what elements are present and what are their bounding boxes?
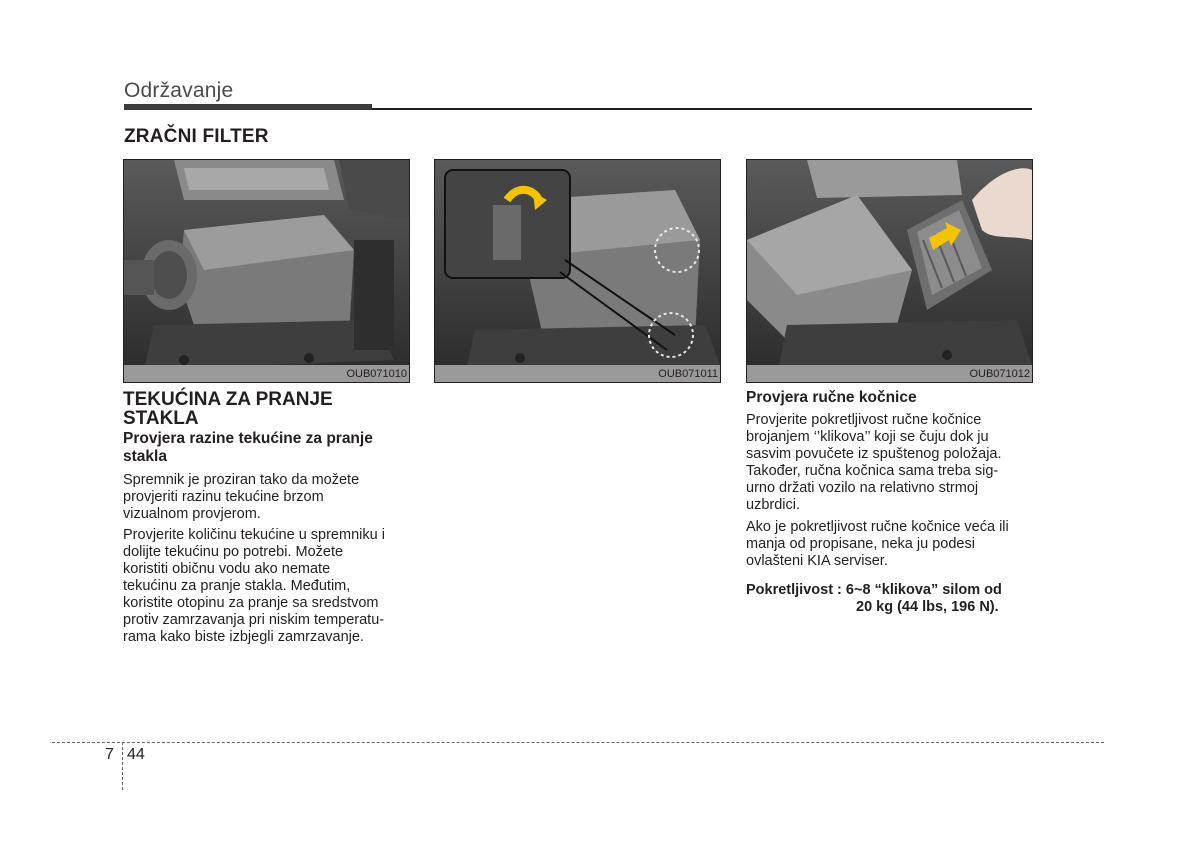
footer-rule (52, 742, 1104, 743)
parking-brake-heading: Provjera ručne kočnice (746, 389, 917, 406)
washer-fluid-subheading: Provjera razine tekućine za pranje stakla (123, 430, 373, 465)
chapter-number: 7 (105, 746, 114, 763)
parking-brake-paragraph-1: Provjerite pokretljivost ručne kočnice brojanjem ‘’klikova’’ koji se čuju dok ju sasvim povučete iz spuštenog položaja. Također, ručna kočnica sama treba sig- urno držati vozilo na relativno strmoj uzbrdici. (746, 412, 1002, 513)
parking-brake-spec-value: 20 kg (44 lbs, 196 N). (856, 599, 999, 615)
figure-air-filter-clips (434, 159, 721, 383)
running-header: Održavanje (124, 79, 234, 102)
figure-caption: OUB071012 (969, 368, 1030, 380)
parking-brake-paragraph-2: Ako je pokretljivost ručne kočnice veća ili manja od propisane, neka ju podesi ovlašteni KIA serviser. (746, 519, 1009, 569)
parking-brake-spec-label: Pokretljivost : 6~8 “klikova” silom od (746, 582, 1002, 598)
washer-fluid-heading: TEKUĆINA ZA PRANJE STAKLA (123, 389, 333, 429)
washer-fluid-paragraph-1: Spremnik je proziran tako da možete provjeriti razinu tekućine brzom vizualnom provjerom. (123, 472, 360, 522)
section-title: ZRAČNI FILTER (124, 126, 269, 147)
air-filter-clips-illustration (435, 160, 720, 382)
figure-caption: OUB071011 (658, 368, 718, 380)
figure-air-filter-removal (746, 159, 1033, 383)
washer-fluid-paragraph-2: Provjerite količinu tekućine u spremniku i dolijte tekućinu po potrebi. Možete koristiti običnu vodu ako nemate tekućinu za pranje stakla. Međutim, koristite otopinu za pranje sa sredstvom protiv zamrzavanja pri niskim temperatu- rama kako biste izbjegli zamrzavanje. (123, 527, 385, 645)
footer-divider (122, 742, 123, 790)
figure-air-filter-housing (123, 159, 410, 383)
page-number: 44 (127, 746, 145, 763)
air-filter-housing-illustration (124, 160, 409, 382)
header-rule-accent (124, 104, 372, 110)
air-filter-removal-illustration (747, 160, 1032, 382)
figure-caption: OUB071010 (346, 368, 407, 380)
